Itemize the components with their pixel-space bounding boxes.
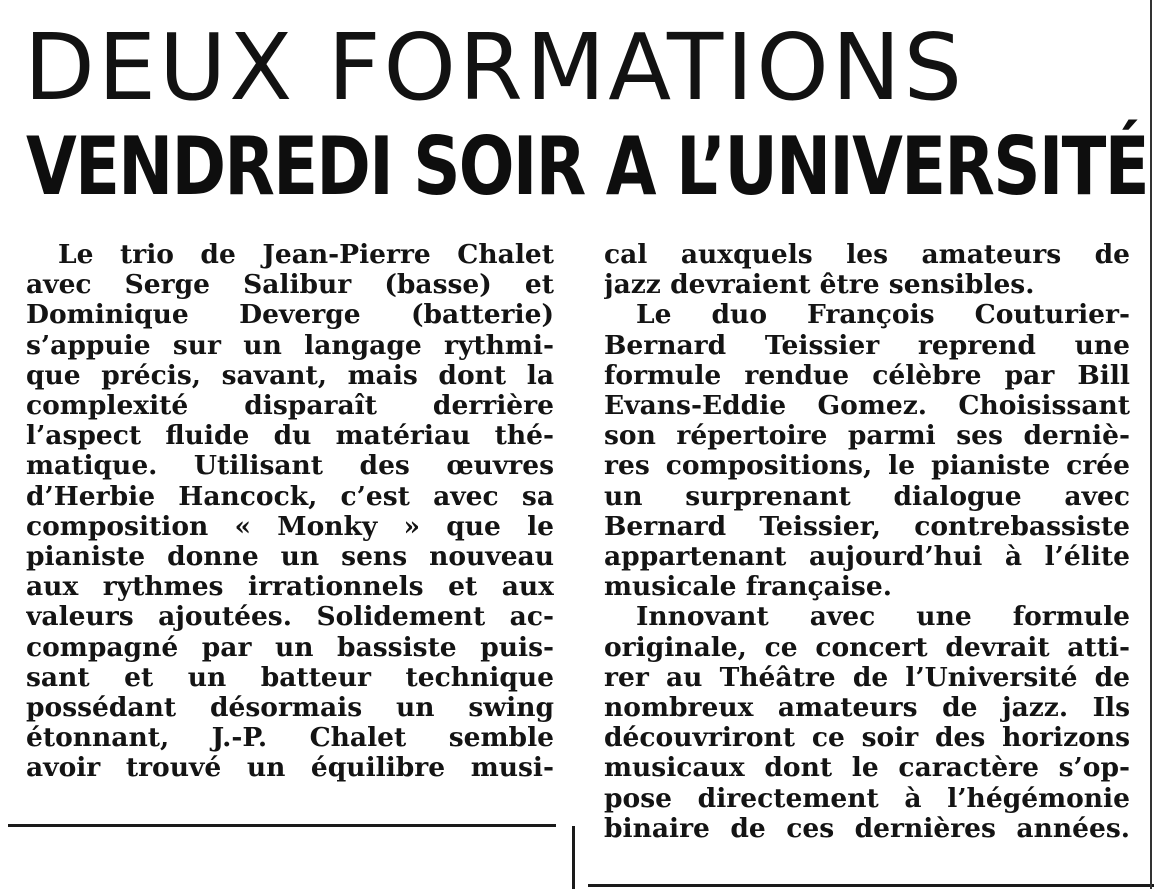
text-line: Bernard Teissier, contrebassiste — [604, 511, 1130, 542]
text-line: cal auxquels les amateurs de — [604, 240, 1130, 270]
headline-line-1: DEUX FORMATIONS — [24, 14, 965, 121]
page-edge-rule — [1150, 0, 1152, 889]
article-column-right — [604, 240, 1130, 844]
text-line: Bernard Teissier reprend une — [604, 330, 1130, 361]
text-line: compagné par un bassiste puis- — [26, 632, 554, 663]
text-line: découvriront ce soir des horizons — [604, 723, 1130, 754]
text-line: appartenant aujourd’hui à l’élite — [604, 542, 1130, 573]
text-line: avoir trouvé un équilibre musi- — [26, 753, 554, 784]
text-line: res compositions, le pianiste crée — [604, 451, 1130, 482]
text-line: possédant désormais un swing — [26, 693, 554, 724]
text-line: musicale française. — [604, 572, 892, 603]
text-line: rer au Théâtre de l’Université de — [604, 662, 1130, 693]
text-line: pose directement à l’hégémonie — [604, 783, 1130, 814]
text-line: l’aspect fluide du matériau thé- — [26, 421, 554, 452]
headline-line-2: VENDREDI SOIR A L’UNIVERSITÉ — [26, 120, 1148, 213]
text-line: valeurs ajoutées. Solidement ac- — [26, 602, 554, 633]
text-line: formule rendue célèbre par Bill — [604, 360, 1130, 391]
text-line: Dominique Deverge (batterie) — [26, 300, 554, 331]
text-line: complexité disparaît derrière — [26, 391, 554, 422]
text-line: que précis, savant, mais dont la — [26, 360, 554, 391]
text-line: avec Serge Salibur (basse) et — [26, 270, 554, 301]
text-line: s’appuie sur un langage rythmi- — [26, 330, 554, 361]
text-line: sant et un batteur technique — [26, 662, 554, 693]
text-line: matique. Utilisant des œuvres — [26, 451, 554, 482]
text-line: composition « Monky » que le — [26, 511, 554, 542]
text-line: un surprenant dialogue avec — [604, 481, 1130, 512]
text-line: aux rythmes irrationnels et aux — [26, 572, 554, 603]
column-bottom-rule — [8, 824, 556, 827]
text-line: pianiste donne un sens nouveau — [26, 542, 554, 573]
text-line: jazz devraient être sensibles. — [604, 270, 1035, 301]
text-line: Evans-Eddie Gomez. Choisissant — [604, 391, 1130, 422]
text-line: binaire de ces dernières années. — [604, 813, 1130, 844]
page-bottom-rule — [588, 884, 1154, 887]
text-line: Le trio de Jean-Pierre Chalet — [58, 240, 554, 270]
text-line: d’Herbie Hancock, c’est avec sa — [26, 481, 554, 512]
text-line: musicaux dont le caractère s’op- — [604, 753, 1130, 784]
text-line: Innovant avec une formule — [636, 602, 1130, 633]
article-column-left — [26, 240, 554, 784]
text-line: son répertoire parmi ses derniè- — [604, 421, 1130, 452]
column-divider-rule — [572, 826, 575, 889]
text-line: étonnant, J.-P. Chalet semble — [26, 723, 554, 754]
text-line: originale, ce concert devrait atti- — [604, 632, 1130, 663]
text-line: Le duo François Couturier- — [636, 300, 1130, 331]
text-line: nombreux amateurs de jazz. Ils — [604, 693, 1130, 724]
